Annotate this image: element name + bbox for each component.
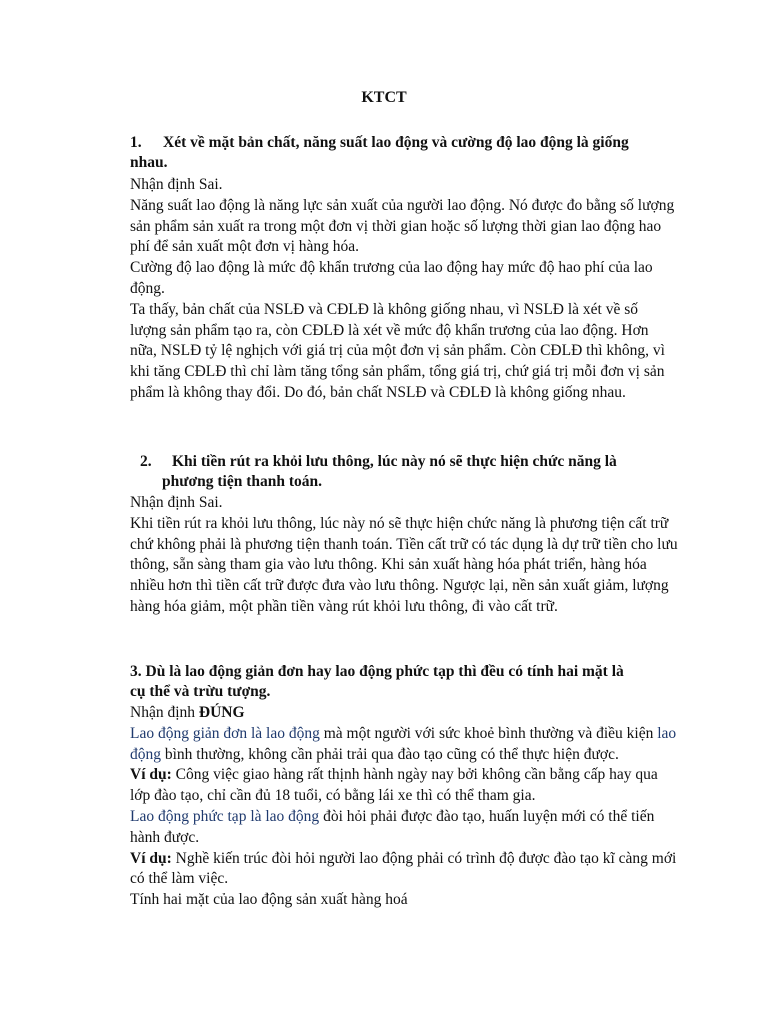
question-3	[130, 662, 690, 702]
question-text: Khi tiền rút ra khỏi lưu thông, lúc này nó sẽ thực hiện chức năng là	[172, 453, 617, 470]
example	[130, 765, 678, 807]
question-text: 3. Dù là lao động giản đơn hay lao động phức tạp thì đều có tính hai mặt là	[130, 663, 624, 680]
question-text-cont: nhau.	[130, 154, 168, 171]
question-number: 2.	[140, 453, 152, 470]
paragraph: Ta thấy, bản chất của NSLĐ và CĐLĐ là không giống nhau, vì NSLĐ là xét về số lượng sản phẩm tạo ra, còn CĐLĐ là xét về mức độ khẩn trương của lao động. Hơn nữa, NSLĐ tỷ lệ nghịch với giá trị của một đơn vị sản phẩm. Còn CĐLĐ thì không, vì khi tăng CĐLĐ thì chỉ làm tăng tổng sản phẩm, tổng giá trị, chứ giá trị mỗi đơn vị sản phẩm là không thay đổi. Do đó, bản chất NSLĐ và CĐLĐ là không giống nhau.	[130, 300, 665, 401]
example-label: Ví dụ:	[130, 849, 172, 867]
paragraph: Cường độ lao động là mức độ khẩn trương của lao động hay mức độ hao phí của lao động.	[130, 259, 653, 297]
text-run: đòi hỏi phải được đào tạo, huấn luyện mới có thể tiến hành được.	[130, 807, 655, 846]
text-run: bình thường, không cần phải trải qua đào tạo cũng có thể thực hiện được.	[161, 745, 619, 763]
paragraph	[130, 807, 678, 849]
verdict-prefix: Nhận định	[130, 704, 199, 721]
hyperlink[interactable]: lao động	[130, 724, 677, 763]
example	[130, 849, 678, 891]
paragraph: Khi tiền rút ra khỏi lưu thông, lúc này nó sẽ thực hiện chức năng là phương tiện cất trữ chứ không phải là phương tiện thanh toán. Tiền cất trữ có tác dụng là dự trữ tiền cho lưu thông, sẵn sàng tham gia vào lưu thông. Khi sản xuất hàng hóa phát triển, hàng hóa nhiều hơn thì tiền cất trữ được đưa vào lưu thông. Ngược lại, nền sản xuất giảm, lượng hàng hóa giảm, một phần tiền vàng rút khỏi lưu thông, đi vào cất trữ.	[130, 514, 678, 615]
hyperlink[interactable]: Lao động giản đơn là lao động	[130, 724, 320, 742]
answer-3	[130, 703, 678, 911]
question-text: Xét về mặt bản chất, năng suất lao động và cường độ lao động là giống	[163, 134, 629, 151]
question-1	[130, 133, 690, 173]
question-text-cont: phương tiện thanh toán.	[162, 473, 323, 490]
hyperlink[interactable]: Lao động phức tạp là lao động	[130, 807, 320, 825]
verdict: Nhận định Sai.	[130, 176, 223, 193]
example-text: Công việc giao hàng rất thịnh hành ngày nay bởi không cần bằng cấp hay qua lớp đào tạo, chỉ cần đủ 18 tuổi, có bằng lái xe thì có thể tham gia.	[130, 766, 658, 805]
verdict	[130, 703, 678, 724]
example-text: Nghề kiến trúc đòi hỏi người lao động phải có trình độ được đào tạo kĩ càng mới có thể làm việc.	[130, 849, 677, 888]
paragraph	[130, 724, 678, 766]
paragraph: Năng suất lao động là năng lực sản xuất của người lao động. Nó được đo bằng số lượng sản phẩm sản xuất ra trong một đơn vị thời gian hoặc số lượng thời gian lao động hao phí để sản xuất một đơn vị hàng hóa.	[130, 196, 675, 256]
answer-1	[130, 175, 678, 404]
question-number: 1.	[130, 134, 142, 151]
verdict-bold: ĐÚNG	[198, 704, 245, 721]
question-text-cont: cụ thể và trừu tượng.	[130, 683, 271, 700]
page-title: KTCT	[361, 89, 407, 106]
paragraph: Tính hai mặt của lao động sản xuất hàng hoá	[130, 891, 408, 909]
question-2	[140, 452, 685, 492]
verdict: Nhận định Sai.	[130, 494, 223, 511]
example-label: Ví dụ:	[130, 766, 172, 784]
answer-2	[130, 493, 678, 618]
text-run: mà một người với sức khoẻ bình thường và điều kiện	[319, 724, 658, 742]
